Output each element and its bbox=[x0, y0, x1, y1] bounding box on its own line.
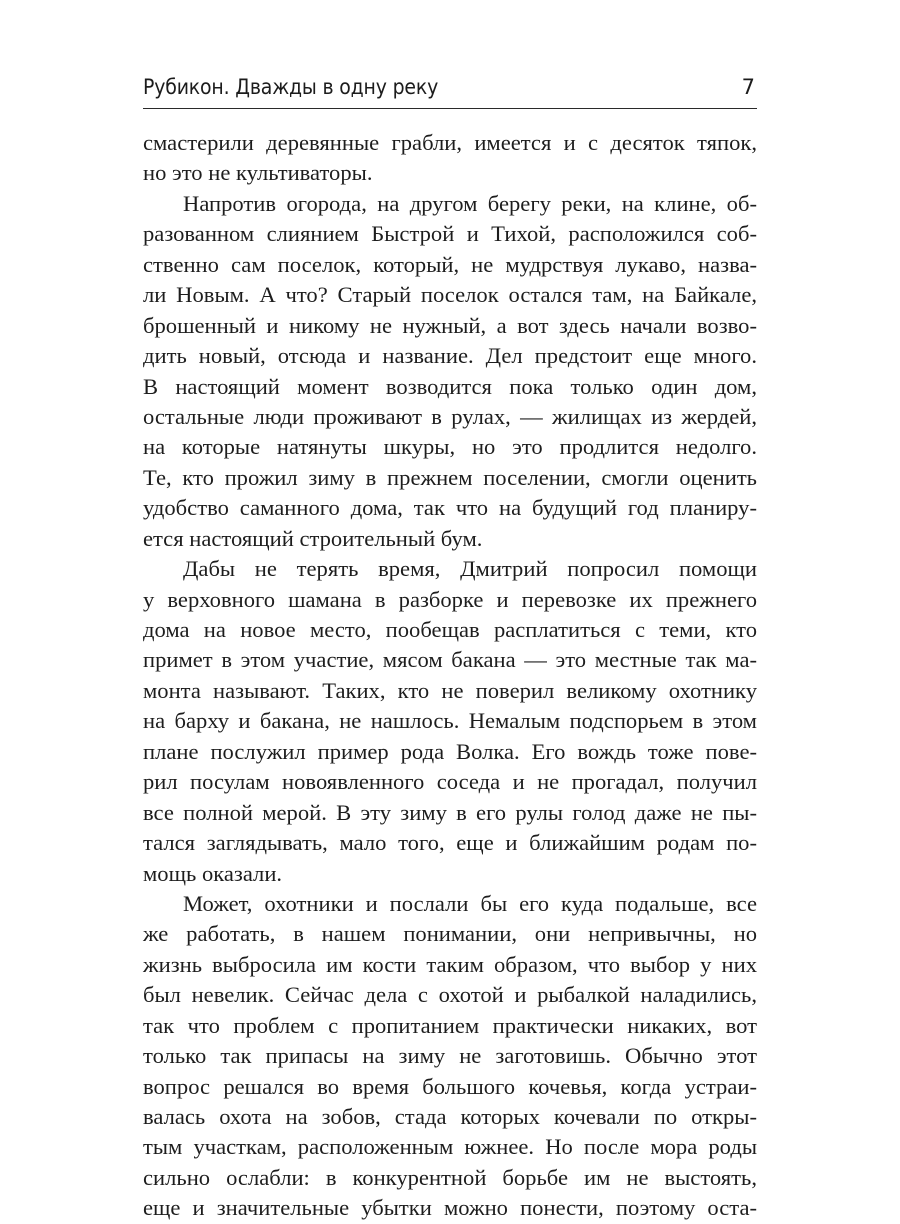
page-number: 7 bbox=[741, 75, 755, 99]
text-line: удобство саманного дома, так что на будущий год планиру- bbox=[143, 495, 757, 521]
text-line: Те, кто прожил зиму в прежнем поселении, смогли оценить bbox=[143, 464, 757, 490]
text-line: остальные люди проживают в рулах, — жилищах из жердей, bbox=[143, 403, 757, 429]
text-line: тым участкам, расположенным южнее. Но после мора роды bbox=[143, 1134, 757, 1160]
text-line: только так припасы на зиму не заготовишь. Обычно этот bbox=[143, 1043, 757, 1069]
text-line: дома на новое место, пообещав расплатиться с теми, кто bbox=[143, 617, 757, 642]
text-line: был невелик. Сейчас дела с охотой и рыбалкой наладились, bbox=[143, 982, 757, 1008]
text-line: так что проблем с пропитанием практически никаких, вот bbox=[143, 1012, 757, 1038]
text-line: ственно сам поселок, который, не мудрствуя лукаво, назва- bbox=[143, 251, 757, 277]
text-line: ется настоящий строительный бум. bbox=[143, 525, 483, 551]
text-line: тался заглядывать, мало того, еще и ближайшим родам по- bbox=[143, 830, 757, 856]
text-line: все полной мерой. В эту зиму в его рулы голод даже не пы- bbox=[143, 799, 757, 825]
text-line: вопрос решался во время большого кочевья, когда устраи- bbox=[143, 1073, 757, 1099]
text-line: плане послужил пример рода Волка. Его вождь тоже пове- bbox=[143, 738, 757, 764]
running-header bbox=[143, 74, 757, 109]
text-line: Дабы не терять время, Дмитрий попросил помощи bbox=[183, 556, 757, 582]
text-line: Напротив огорода, на другом берегу реки, на клине, об- bbox=[183, 190, 757, 216]
text-line: у верховного шамана в разборке и перевозке их прежнего bbox=[143, 586, 757, 612]
body-text bbox=[143, 128, 757, 1224]
text-line: же работать, в нашем понимании, они непривычны, но bbox=[143, 921, 757, 947]
text-line: мощь оказали. bbox=[143, 860, 283, 886]
text-line: но это не культиваторы. bbox=[143, 160, 373, 186]
text-line: сильно ослабли: в конкурентной борьбе им не выстоять, bbox=[143, 1164, 757, 1190]
text-line: примет в этом участие, мясом бакана — это местные так ма- bbox=[143, 647, 757, 673]
text-line: брошенный и никому не нужный, а вот здесь начали возво- bbox=[143, 312, 757, 338]
text-line: валась охота на зобов, стада которых кочевали по откры- bbox=[143, 1104, 757, 1129]
text-line: рил посулам новоявленного соседа и не прогадал, получил bbox=[143, 769, 757, 795]
text-line: разованном слиянием Быстрой и Тихой, расположился соб- bbox=[143, 221, 757, 247]
paragraph bbox=[143, 554, 757, 889]
paragraph bbox=[143, 128, 757, 189]
text-line: на барху и бакана, не нашлось. Немалым подспорьем в этом bbox=[143, 708, 757, 734]
text-line: жизнь выбросила им кости таким образом, что выбор у них bbox=[143, 951, 757, 977]
text-line: еще и значительные убытки можно понести, поэтому оста- bbox=[143, 1195, 757, 1221]
paragraph bbox=[143, 889, 757, 1224]
text-line: Может, охотники и послали бы его куда подальше, все bbox=[183, 890, 757, 916]
running-title: Рубикон. Дважды в одну реку bbox=[143, 75, 439, 99]
text-line: на которые натянуты шкуры, но это продлится недолго. bbox=[143, 434, 757, 460]
text-line: монта называют. Таких, кто не поверил великому охотнику bbox=[143, 677, 757, 703]
text-line: В настоящий момент возводится пока только один дом, bbox=[143, 373, 757, 399]
text-line: дить новый, отсюда и название. Дел предстоит еще много. bbox=[143, 343, 757, 369]
text-line: ли Новым. А что? Старый поселок остался там, на Байкале, bbox=[143, 282, 757, 308]
paragraph bbox=[143, 189, 757, 554]
text-line: смастерили деревянные грабли, имеется и с десяток тяпок, bbox=[143, 130, 757, 155]
